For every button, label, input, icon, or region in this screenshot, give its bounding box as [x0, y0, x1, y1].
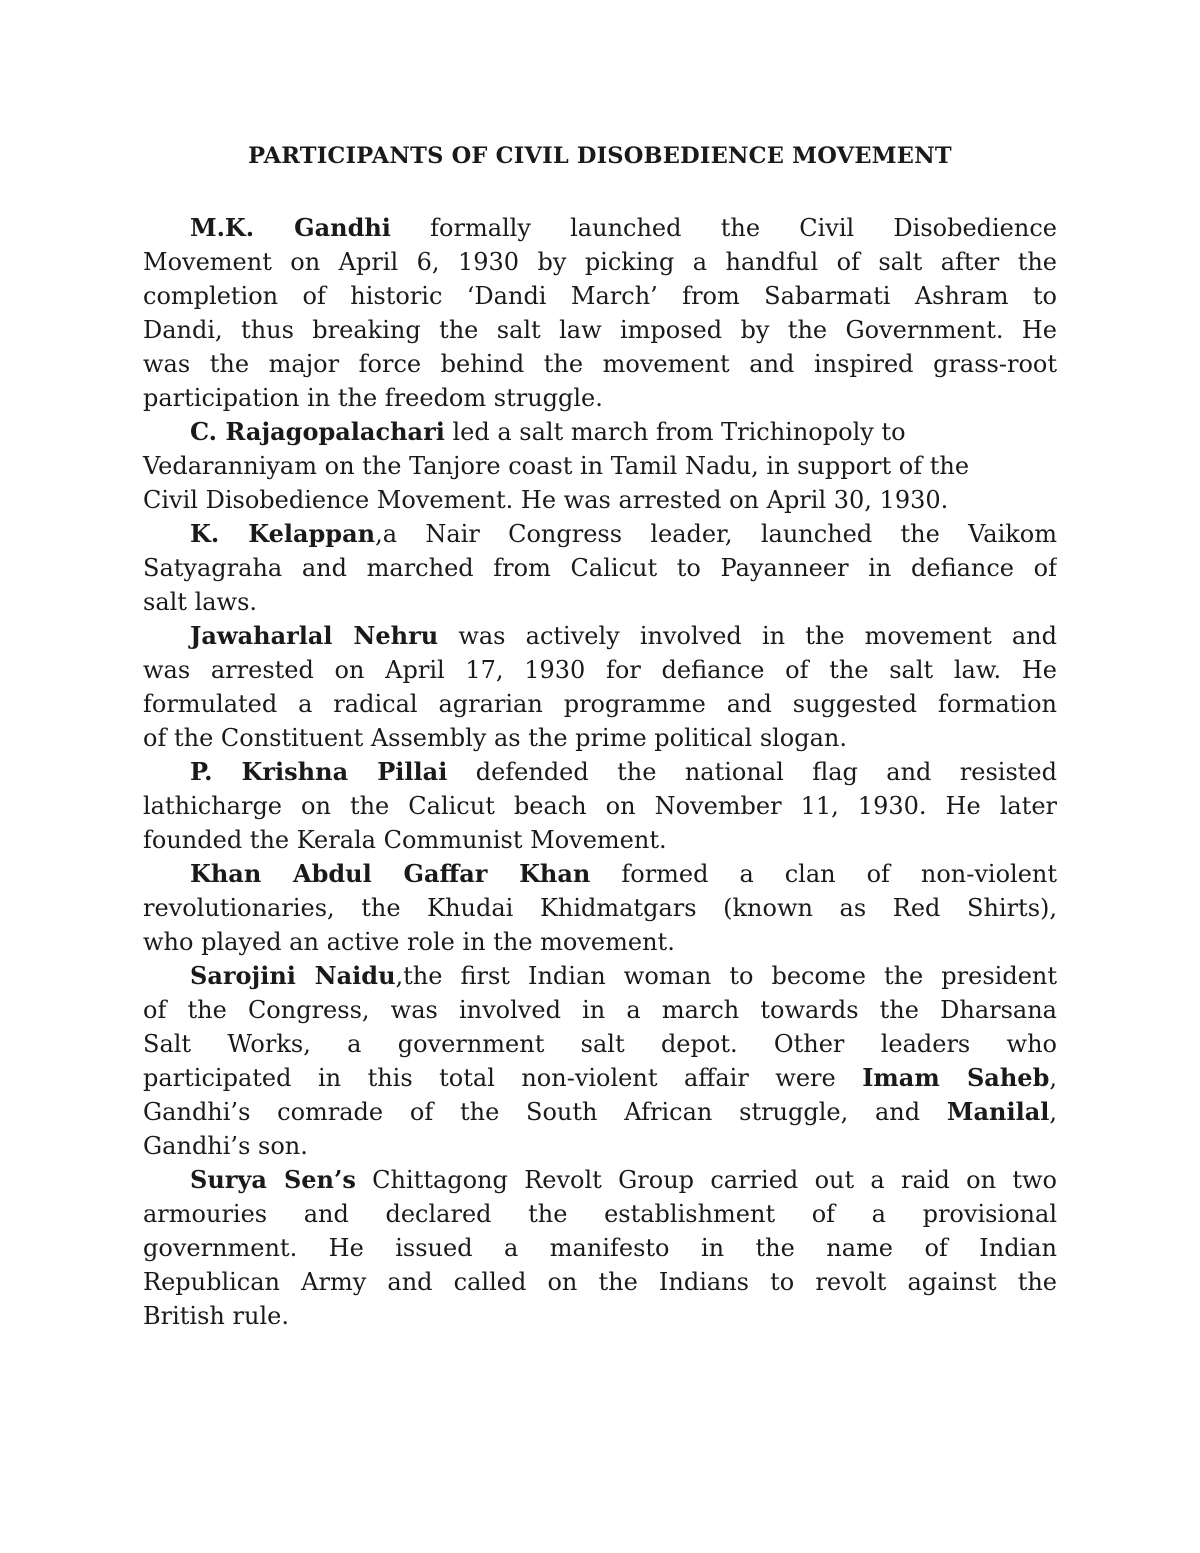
text-line	[143, 517, 1057, 551]
text-segment: formed a clan of non-violent	[590, 860, 1057, 888]
text-segment: of the Constituent Assembly as the prime political slogan.	[143, 724, 848, 752]
text-segment: formulated a radical agrarian programme and suggested formation	[143, 690, 1057, 718]
text-line	[143, 891, 1057, 925]
text-line	[143, 415, 1057, 449]
text-line	[143, 687, 1057, 721]
text-line	[143, 1061, 1057, 1095]
paragraph	[143, 1163, 1057, 1333]
person-name: Jawaharlal Nehru	[190, 621, 439, 650]
text-segment: government. He issued a manifesto in the name of Indian	[143, 1234, 1057, 1262]
text-segment: was actively involved in the movement and	[438, 622, 1057, 650]
person-name: M.K. Gandhi	[190, 213, 391, 242]
text-segment: participation in the freedom struggle.	[143, 384, 603, 412]
text-segment: ,the first Indian woman to become the president	[395, 962, 1057, 990]
text-line	[143, 653, 1057, 687]
text-line	[143, 347, 1057, 381]
text-segment: completion of historic ‘Dandi March’ from Sabarmati Ashram to	[143, 282, 1057, 310]
person-name: Imam Saheb	[862, 1063, 1050, 1092]
text-line	[143, 211, 1057, 245]
text-segment: Movement on April 6, 1930 by picking a handful of salt after the	[143, 248, 1057, 276]
text-line	[143, 313, 1057, 347]
text-segment: was arrested on April 17, 1930 for defiance of the salt law. He	[143, 656, 1057, 684]
text-segment: Dandi, thus breaking the salt law imposed by the Government. He	[143, 316, 1057, 344]
document-body	[143, 211, 1057, 1333]
person-name: P. Krishna Pillai	[190, 757, 448, 786]
text-segment: led a salt march from Trichinopoly to	[444, 418, 906, 446]
paragraph	[143, 619, 1057, 755]
text-segment: ,	[1049, 1064, 1057, 1092]
text-segment: formally launched the Civil Disobedience	[390, 214, 1057, 242]
person-name: Manilal	[946, 1097, 1050, 1126]
text-line	[143, 959, 1057, 993]
text-line	[143, 823, 1057, 857]
text-line	[143, 1129, 1057, 1163]
text-line	[143, 245, 1057, 279]
text-line	[143, 925, 1057, 959]
text-line	[143, 755, 1057, 789]
text-line	[143, 857, 1057, 891]
paragraph	[143, 415, 1057, 517]
text-line	[143, 1299, 1057, 1333]
text-line	[143, 1197, 1057, 1231]
text-segment: Gandhi’s son.	[143, 1132, 308, 1160]
person-name: Surya Sen’s	[190, 1165, 356, 1194]
text-line	[143, 619, 1057, 653]
paragraph	[143, 755, 1057, 857]
text-segment: ,a Nair Congress leader, launched the Vaikom	[375, 520, 1057, 548]
text-line	[143, 551, 1057, 585]
paragraph	[143, 211, 1057, 415]
text-line	[143, 483, 1057, 517]
text-segment: revolutionaries, the Khudai Khidmatgars (known as Red Shirts),	[143, 894, 1057, 922]
person-name: K. Kelappan	[190, 519, 376, 548]
text-segment: defended the national flag and resisted	[447, 758, 1057, 786]
text-segment: participated in this total non-violent affair were	[143, 1064, 863, 1092]
text-line	[143, 789, 1057, 823]
text-segment: of the Congress, was involved in a march towards the Dharsana	[143, 996, 1057, 1024]
text-segment: lathicharge on the Calicut beach on November 11, 1930. He later	[143, 792, 1057, 820]
text-line	[143, 279, 1057, 313]
person-name: C. Rajagopalachari	[190, 417, 445, 446]
text-segment: Chittagong Revolt Group carried out a raid on two	[355, 1166, 1057, 1194]
text-segment: Civil Disobedience Movement. He was arrested on April 30, 1930.	[143, 486, 949, 514]
text-segment: salt laws.	[143, 588, 258, 616]
document-title: PARTICIPANTS OF CIVIL DISOBEDIENCE MOVEMENT	[248, 143, 952, 169]
text-line	[143, 721, 1057, 755]
text-line	[143, 1095, 1057, 1129]
text-line	[143, 449, 1057, 483]
text-segment: armouries and declared the establishment of a provisional	[143, 1200, 1057, 1228]
person-name: Sarojini Naidu	[190, 961, 396, 990]
text-segment: British rule.	[143, 1302, 289, 1330]
paragraph	[143, 857, 1057, 959]
text-line	[143, 993, 1057, 1027]
text-line	[143, 1265, 1057, 1299]
text-line	[143, 585, 1057, 619]
text-segment: Republican Army and called on the Indians to revolt against the	[143, 1268, 1057, 1296]
text-segment: ,	[1049, 1098, 1057, 1126]
text-segment: Vedaranniyam on the Tanjore coast in Tamil Nadu, in support of the	[143, 452, 970, 480]
person-name: Khan Abdul Gaffar Khan	[190, 859, 591, 888]
text-segment: Satyagraha and marched from Calicut to Payanneer in defiance of	[143, 554, 1057, 582]
text-segment: Salt Works, a government salt depot. Other leaders who	[143, 1030, 1057, 1058]
text-segment: who played an active role in the movement.	[143, 928, 675, 956]
text-segment: Gandhi’s comrade of the South African struggle, and	[143, 1098, 947, 1126]
paragraph	[143, 517, 1057, 619]
text-line	[143, 381, 1057, 415]
text-segment: founded the Kerala Communist Movement.	[143, 826, 667, 854]
paragraph	[143, 959, 1057, 1163]
text-segment: was the major force behind the movement and inspired grass-root	[143, 350, 1057, 378]
text-line	[143, 1027, 1057, 1061]
text-line	[143, 1231, 1057, 1265]
text-line	[143, 1163, 1057, 1197]
